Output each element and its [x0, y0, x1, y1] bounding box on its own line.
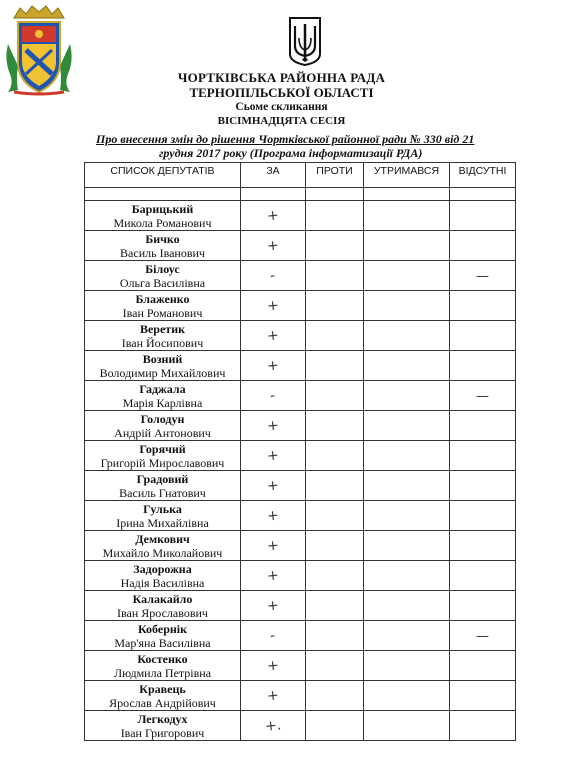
vote-against-cell — [306, 531, 364, 561]
vote-for-cell — [241, 351, 306, 381]
deputy-surname: Білоус — [145, 261, 180, 276]
vote-abstained-cell — [364, 711, 450, 741]
deputy-surname: Легкодух — [137, 711, 188, 726]
deputy-surname: Калакайло — [132, 591, 193, 606]
deputy-surname: Веретик — [139, 321, 186, 336]
deputy-given-names: Михайло Миколайович — [102, 545, 223, 560]
deputy-given-names: Ярослав Андрійович — [109, 695, 216, 710]
vote-abstained-cell — [364, 351, 450, 381]
deputy-surname: Задорожна — [133, 561, 192, 576]
vote-for-cell — [241, 651, 306, 681]
absent-mark: — — [476, 268, 489, 284]
vote-mark: + — [266, 596, 280, 615]
vote-absent-cell — [450, 381, 516, 411]
decision-subject — [96, 132, 526, 160]
table-row — [85, 621, 516, 651]
column-header-abstained: УТРИМАВСЯ — [364, 163, 450, 188]
table-header-row — [85, 163, 516, 188]
vote-for-cell — [241, 201, 306, 231]
convocation-title: Сьоме скликання — [235, 101, 328, 113]
deputy-given-names: Микола Романович — [113, 215, 212, 230]
vote-for-cell — [241, 681, 306, 711]
deputy-name-cell — [85, 261, 241, 291]
vote-against-cell — [306, 441, 364, 471]
vote-mark: + — [266, 656, 280, 675]
vote-abstained-cell — [364, 411, 450, 441]
vote-abstained-cell — [364, 441, 450, 471]
column-header-for: ЗА — [241, 163, 306, 188]
table-row — [85, 501, 516, 531]
column-header-deputies: СПИСОК ДЕПУТАТІВ — [85, 163, 241, 188]
vote-mark: + — [266, 476, 280, 495]
deputy-surname: Бичко — [145, 231, 180, 246]
vote-mark: +. — [264, 716, 282, 735]
deputy-given-names: Василь Гнатович — [119, 485, 206, 500]
deputy-given-names: Іван Ярославович — [117, 605, 208, 620]
vote-mark: + — [266, 536, 280, 555]
vote-mark: + — [266, 506, 280, 525]
table-row — [85, 711, 516, 741]
vote-against-cell — [306, 621, 364, 651]
deputy-name-cell — [85, 681, 241, 711]
vote-against-cell — [306, 291, 364, 321]
vote-absent-cell — [450, 651, 516, 681]
table-row — [85, 411, 516, 441]
deputy-name-cell — [85, 651, 241, 681]
vote-for-cell — [241, 711, 306, 741]
table-row — [85, 381, 516, 411]
column-header-absent: ВІДСУТНІ — [450, 163, 516, 188]
vote-absent-cell — [450, 591, 516, 621]
vote-abstained-cell — [364, 561, 450, 591]
table-row — [85, 291, 516, 321]
table-row — [85, 201, 516, 231]
table-row — [85, 651, 516, 681]
deputy-surname: Кравець — [139, 681, 186, 696]
vote-mark: - — [269, 267, 277, 284]
vote-against-cell — [306, 321, 364, 351]
absent-mark: — — [476, 388, 489, 404]
table-row — [85, 681, 516, 711]
vote-absent-cell — [450, 201, 516, 231]
vote-absent-cell — [450, 561, 516, 591]
vote-abstained-cell — [364, 381, 450, 411]
deputy-name-cell — [85, 531, 241, 561]
vote-absent-cell — [450, 411, 516, 441]
deputy-name-cell — [85, 381, 241, 411]
vote-absent-cell — [450, 621, 516, 651]
subject-line-1: Про внесення змін до рішення Чортківської районної ради № 330 від 21 — [96, 132, 475, 146]
vote-absent-cell — [450, 321, 516, 351]
deputy-given-names: Надія Василівна — [120, 575, 205, 590]
subject-line-2: грудня 2017 року (Програма інформатизації РДА) — [159, 146, 423, 160]
vote-for-cell — [241, 621, 306, 651]
vote-abstained-cell — [364, 591, 450, 621]
vote-mark: + — [266, 326, 280, 345]
vote-abstained-cell — [364, 321, 450, 351]
vote-mark: + — [266, 416, 280, 435]
vote-against-cell — [306, 681, 364, 711]
vote-mark: - — [269, 627, 277, 644]
vote-against-cell — [306, 471, 364, 501]
table-row — [85, 561, 516, 591]
vote-abstained-cell — [364, 621, 450, 651]
vote-abstained-cell — [364, 651, 450, 681]
deputy-surname: Костенко — [137, 651, 188, 666]
vote-for-cell — [241, 231, 306, 261]
vote-abstained-cell — [364, 501, 450, 531]
table-row — [85, 471, 516, 501]
deputy-given-names: Григорій Мирославович — [100, 455, 225, 470]
deputy-surname: Голодун — [140, 411, 185, 426]
vote-against-cell — [306, 651, 364, 681]
vote-abstained-cell — [364, 681, 450, 711]
deputy-name-cell — [85, 291, 241, 321]
vote-against-cell — [306, 261, 364, 291]
deputy-surname: Кобернік — [137, 621, 188, 636]
vote-mark: + — [266, 566, 280, 585]
deputy-given-names: Ірина Михайлівна — [116, 515, 209, 530]
vote-for-cell — [241, 471, 306, 501]
vote-for-cell — [241, 501, 306, 531]
vote-absent-cell — [450, 501, 516, 531]
vote-abstained-cell — [364, 291, 450, 321]
vote-against-cell — [306, 411, 364, 441]
vote-against-cell — [306, 381, 364, 411]
voting-table — [84, 162, 516, 741]
table-row — [85, 531, 516, 561]
deputy-name-cell — [85, 321, 241, 351]
deputy-name-cell — [85, 471, 241, 501]
table-row — [85, 351, 516, 381]
deputy-name-cell — [85, 201, 241, 231]
deputy-surname: Барицький — [131, 201, 194, 216]
vote-for-cell — [241, 411, 306, 441]
vote-mark: - — [269, 387, 277, 404]
deputy-surname: Гулька — [143, 501, 182, 516]
deputy-name-cell — [85, 591, 241, 621]
vote-absent-cell — [450, 681, 516, 711]
vote-against-cell — [306, 591, 364, 621]
deputy-surname: Демкович — [135, 531, 190, 546]
vote-against-cell — [306, 501, 364, 531]
deputy-name-cell — [85, 621, 241, 651]
vote-absent-cell — [450, 471, 516, 501]
region-title: ТЕРНОПІЛЬСЬКОЇ ОБЛАСТІ — [189, 85, 374, 100]
deputy-name-cell — [85, 441, 241, 471]
table-row — [85, 261, 516, 291]
vote-absent-cell — [450, 441, 516, 471]
deputy-given-names: Людмила Петрівна — [113, 665, 212, 680]
deputy-given-names: Марія Карлівна — [122, 395, 203, 410]
deputy-given-names: Володимир Михайлович — [99, 365, 226, 380]
vote-mark: + — [266, 206, 280, 225]
trident-icon — [287, 16, 323, 66]
deputy-surname: Градовий — [136, 471, 189, 486]
vote-against-cell — [306, 351, 364, 381]
deputy-given-names: Іван Романович — [122, 305, 203, 320]
table-row — [85, 321, 516, 351]
deputy-given-names: Ольга Василівна — [119, 275, 206, 290]
vote-against-cell — [306, 201, 364, 231]
vote-for-cell — [241, 291, 306, 321]
vote-for-cell — [241, 321, 306, 351]
deputy-surname: Возний — [142, 351, 183, 366]
deputy-name-cell — [85, 411, 241, 441]
deputy-surname: Горячий — [139, 441, 186, 456]
vote-for-cell — [241, 261, 306, 291]
vote-mark: + — [266, 296, 280, 315]
table-row — [85, 441, 516, 471]
vote-for-cell — [241, 381, 306, 411]
vote-absent-cell — [450, 351, 516, 381]
vote-for-cell — [241, 531, 306, 561]
deputy-given-names: Андрій Антонович — [114, 425, 211, 440]
deputy-name-cell — [85, 231, 241, 261]
deputy-given-names: Василь Іванович — [120, 245, 205, 260]
vote-absent-cell — [450, 291, 516, 321]
vote-abstained-cell — [364, 531, 450, 561]
vote-against-cell — [306, 711, 364, 741]
deputy-given-names: Іван Йосипович — [121, 335, 204, 350]
vote-abstained-cell — [364, 201, 450, 231]
vote-mark: + — [266, 356, 280, 375]
vote-against-cell — [306, 561, 364, 591]
vote-abstained-cell — [364, 471, 450, 501]
deputy-name-cell — [85, 561, 241, 591]
absent-mark: — — [476, 628, 489, 644]
deputy-given-names: Мар'яна Василівна — [114, 635, 211, 650]
vote-absent-cell — [450, 261, 516, 291]
vote-mark: + — [266, 686, 280, 705]
vote-absent-cell — [450, 531, 516, 561]
deputy-name-cell — [85, 351, 241, 381]
table-row — [85, 591, 516, 621]
deputy-given-names: Іван Григорович — [120, 725, 205, 740]
table-spacer-row — [85, 188, 516, 201]
vote-absent-cell — [450, 711, 516, 741]
vote-absent-cell — [450, 231, 516, 261]
vote-against-cell — [306, 231, 364, 261]
deputy-surname: Блаженко — [135, 291, 190, 306]
council-title: ЧОРТКІВСЬКА РАЙОННА РАДА — [177, 70, 386, 85]
column-header-against: ПРОТИ — [306, 163, 364, 188]
vote-for-cell — [241, 591, 306, 621]
deputy-surname: Гаджала — [139, 381, 186, 396]
vote-mark: + — [266, 446, 280, 465]
vote-abstained-cell — [364, 261, 450, 291]
session-title: ВІСІМНАДЦЯТА СЕСІЯ — [217, 115, 346, 127]
vote-mark: + — [266, 236, 280, 255]
deputy-name-cell — [85, 501, 241, 531]
table-row — [85, 231, 516, 261]
deputy-name-cell — [85, 711, 241, 741]
vote-abstained-cell — [364, 231, 450, 261]
vote-for-cell — [241, 561, 306, 591]
vote-for-cell — [241, 441, 306, 471]
